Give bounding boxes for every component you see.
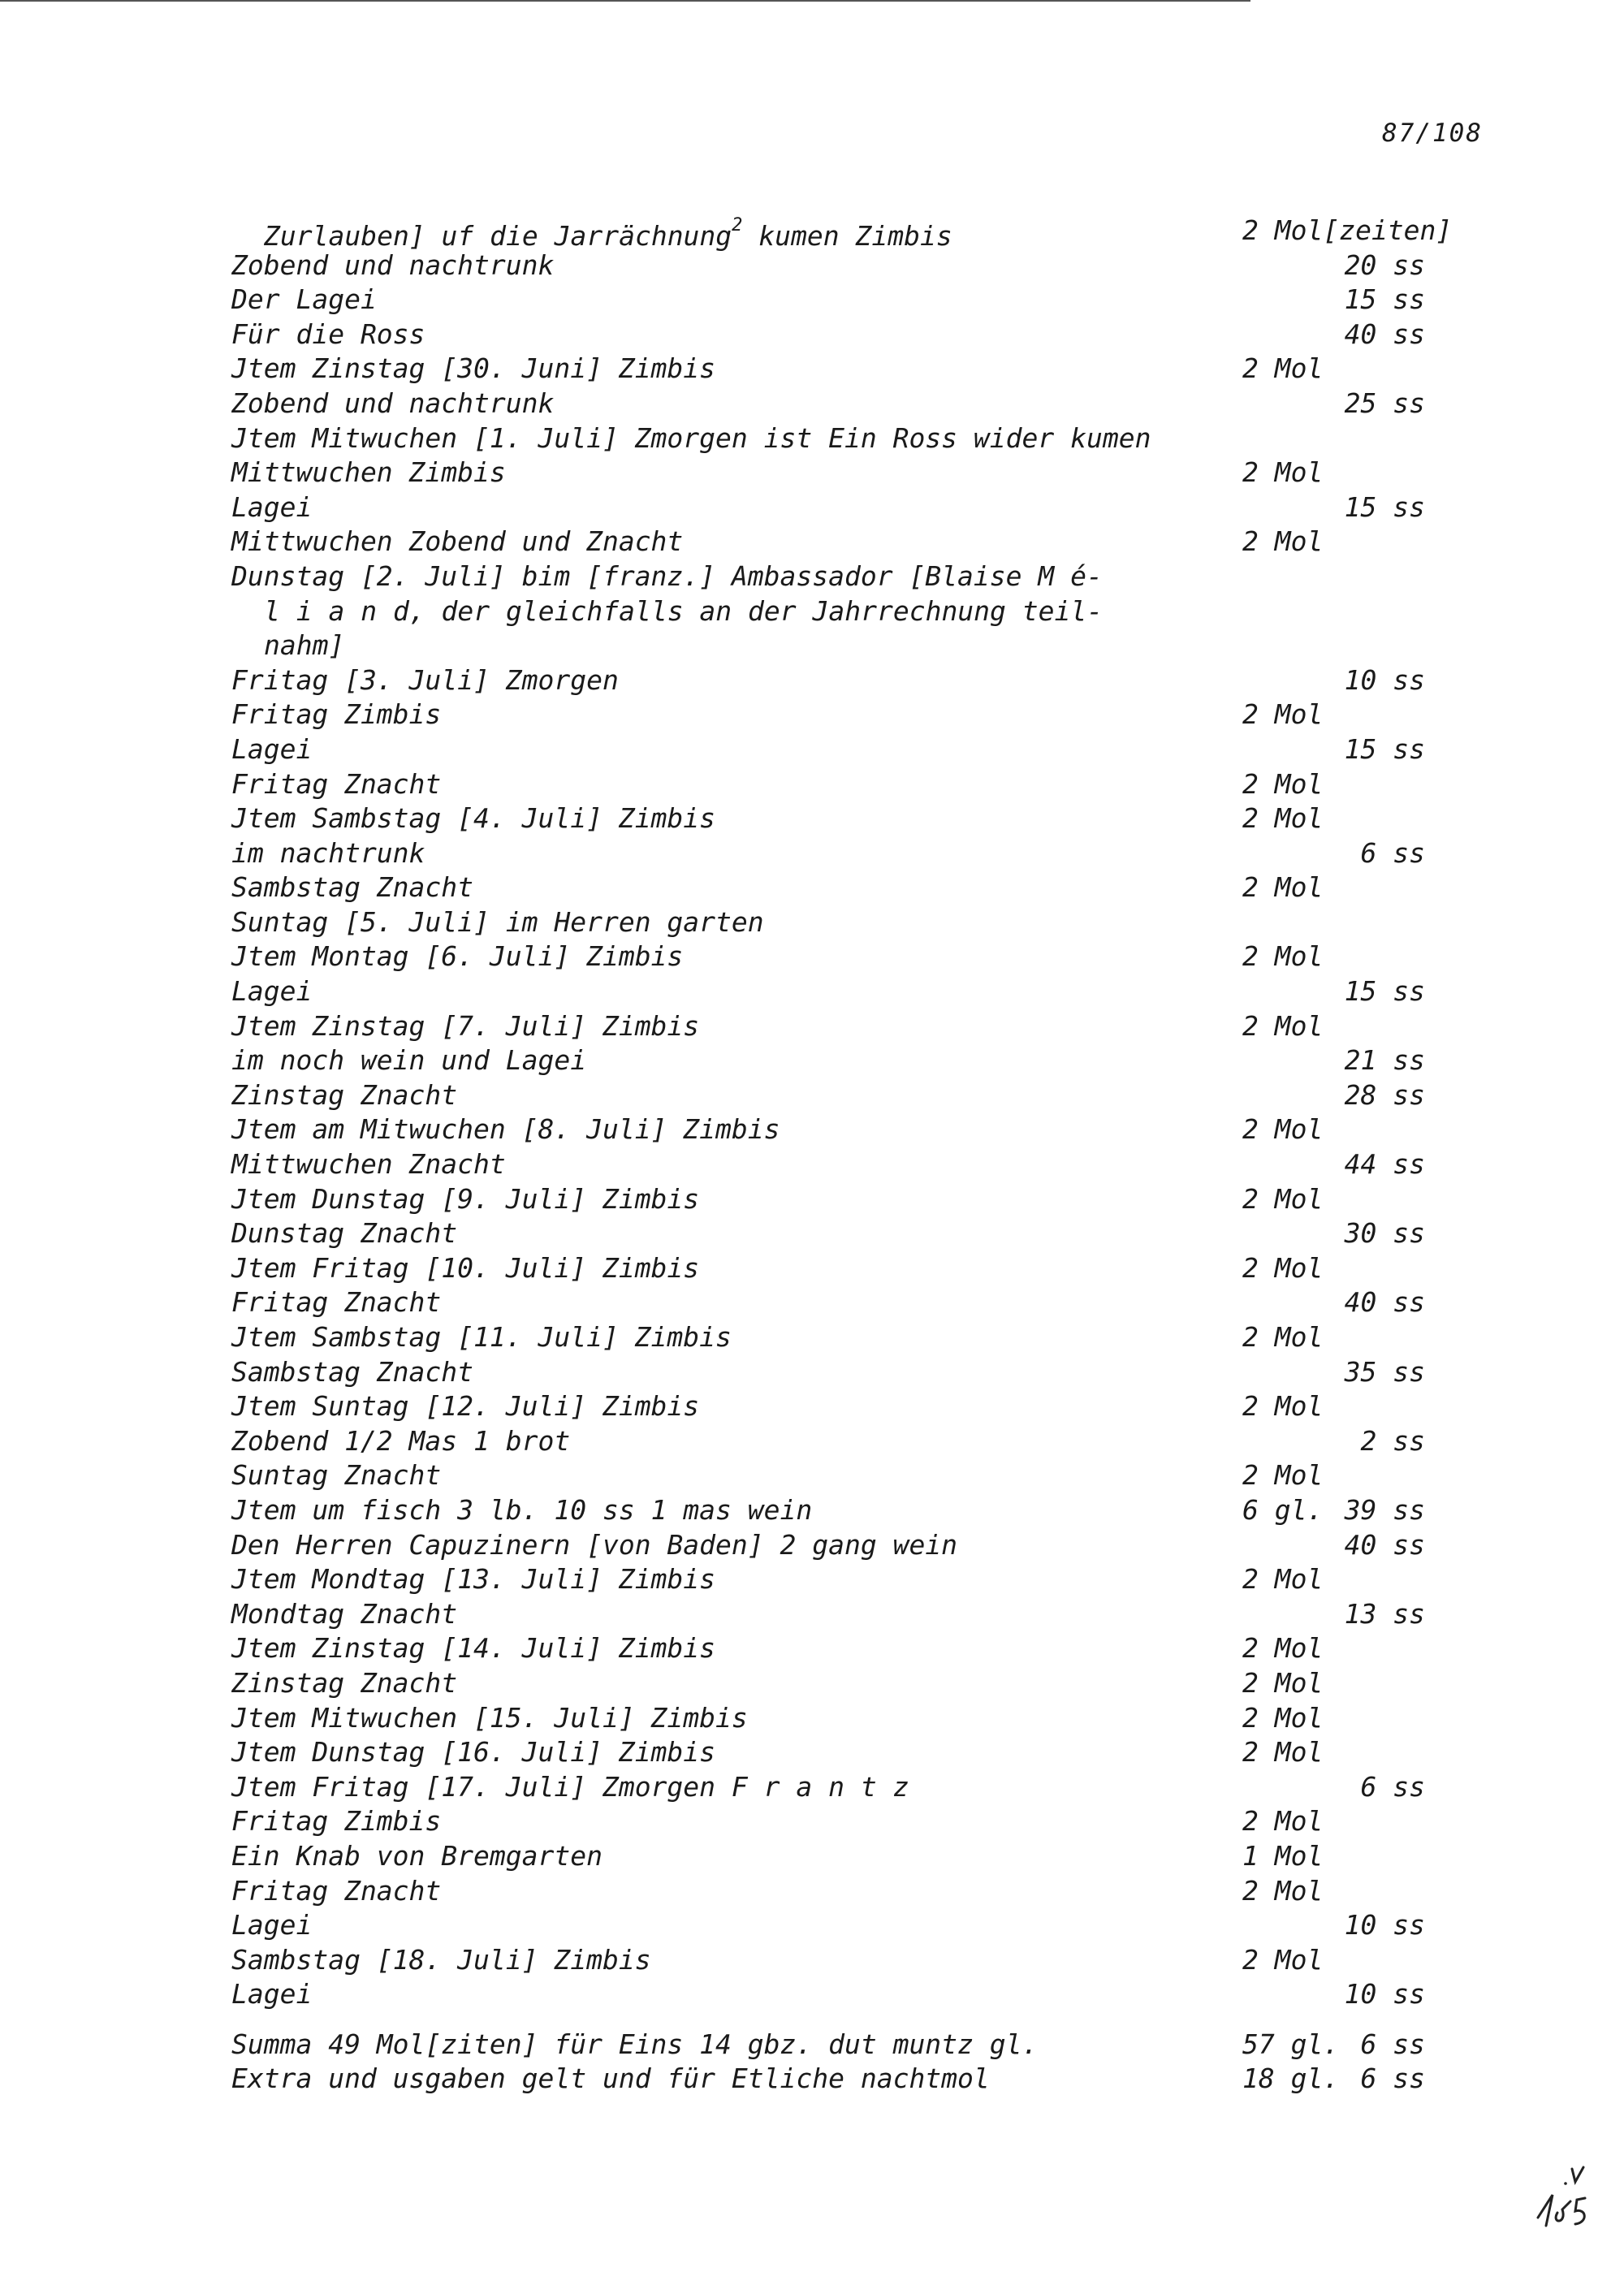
ledger-row	[231, 663, 1466, 698]
entry-description	[231, 1216, 457, 1251]
entry-text: Mittwuchen Zobend und Znacht	[231, 525, 684, 558]
entry-text: Jtem Mitwuchen [1. Juli] Zmorgen ist Ein Ross wider kumen	[231, 421, 1151, 454]
entry-text: Ein Knab von Bremgarten	[231, 1839, 603, 1872]
amount-shillings: 21 ss	[1344, 1044, 1425, 1077]
ledger-row	[231, 1804, 1466, 1839]
entry-text: Jtem Suntag [12. Juli] Zimbis	[231, 1390, 700, 1423]
ledger-row	[231, 1597, 1466, 1632]
meal-count: 2 Mol	[1242, 802, 1324, 835]
ledger-row	[231, 1355, 1466, 1390]
ledger-row	[231, 1908, 1466, 1943]
entry-text: Jtem Dunstag [9. Juli] Zimbis	[231, 1182, 700, 1215]
ledger-row	[231, 836, 1466, 871]
meal-count: 2 Mol	[1242, 767, 1324, 800]
entry-text: im noch wein und Lagei	[231, 1044, 587, 1077]
meal-count: 2 Mol	[1242, 1321, 1324, 1353]
entry-text: Fritag Zimbis	[231, 698, 442, 731]
amount-shillings: 6 ss	[1360, 2028, 1425, 2060]
entry-description	[231, 836, 425, 871]
entry-description	[231, 352, 715, 387]
entry-description	[231, 1701, 748, 1736]
entry-text: Sambstag [18. Juli] Zimbis	[231, 1943, 651, 1976]
entry-text: Mittwuchen Znacht	[231, 1148, 506, 1181]
entry-text: Fritag Znacht	[231, 767, 442, 800]
meal-count: 2 Mol	[1242, 1113, 1324, 1146]
entry-text: Summa 49 Mol[ziten] für Eins 14 gbz. dut muntz gl.	[231, 2028, 1039, 2060]
entry-description	[231, 1009, 699, 1044]
ledger-row	[231, 559, 1466, 594]
entry-description	[231, 1977, 312, 2012]
entry-description	[231, 1112, 780, 1147]
ledger-row	[231, 1182, 1466, 1217]
amount-shillings: 39 ss	[1344, 1493, 1425, 1526]
scan-top-border	[0, 0, 1250, 2]
ledger-row	[231, 1977, 1466, 2012]
ledger-row	[231, 905, 1466, 940]
entry-description	[231, 1666, 457, 1701]
entry-description	[231, 248, 554, 283]
meal-count: 2 Mol	[1242, 1805, 1324, 1838]
entry-text: Zobend und nachtrunk	[231, 387, 555, 419]
ledger-row	[231, 1424, 1466, 1459]
entry-description	[231, 283, 377, 317]
entry-description	[264, 628, 344, 663]
entry-text: Jtem Sambstag [11. Juli] Zimbis	[231, 1321, 732, 1353]
entry-description	[231, 1804, 441, 1839]
ledger-row	[231, 214, 1466, 252]
meal-count: 57 gl.	[1242, 2028, 1340, 2060]
amount-shillings: 15 ss	[1344, 490, 1425, 523]
entry-text: im nachtrunk	[231, 836, 425, 869]
ledger-row	[231, 1285, 1466, 1320]
meal-count: 2 Mol	[1242, 1701, 1324, 1734]
entry-description	[231, 1735, 715, 1770]
ledger-row	[231, 1701, 1466, 1736]
meal-count: 2 Mol	[1242, 940, 1324, 973]
ledger	[231, 214, 1466, 2097]
entry-text: Jtem Fritag [17. Juli] Zmorgen F r a n t z	[231, 1770, 909, 1803]
entry-description	[231, 1458, 441, 1493]
meal-count: 2 Mol	[1242, 1459, 1324, 1492]
amount-shillings: 35 ss	[1344, 1355, 1425, 1388]
ledger-row	[231, 490, 1466, 525]
entry-text: Fritag Zimbis	[231, 1805, 442, 1838]
meal-count: 2 Mol	[1242, 1251, 1324, 1284]
amount-shillings: 6 ss	[1360, 1770, 1425, 1803]
entry-text: Zurlauben] uf die Jarrächnung	[264, 220, 732, 252]
entry-text: Lagei	[231, 1909, 313, 1942]
ledger-row	[231, 1112, 1466, 1147]
ledger-row	[231, 1493, 1466, 1528]
entry-description	[231, 559, 1103, 594]
entry-description	[231, 1078, 457, 1113]
ledger-row	[231, 1770, 1466, 1805]
ledger-row	[231, 1631, 1466, 1666]
entry-text: Für die Ross	[231, 317, 425, 350]
ledger-row	[231, 1839, 1466, 1874]
entry-text: Fritag Znacht	[231, 1874, 442, 1907]
ledger-row	[231, 1389, 1466, 1424]
entry-description	[231, 490, 312, 525]
entry-text: Suntag Znacht	[231, 1459, 442, 1492]
amount-shillings: 15 ss	[1344, 283, 1425, 316]
amount-shillings: 6 ss	[1360, 2063, 1425, 2095]
ledger-row	[231, 421, 1466, 456]
entry-text: Sambstag Znacht	[231, 1355, 474, 1388]
meal-count: 2 Mol	[1242, 1182, 1324, 1215]
ledger-row	[231, 352, 1466, 387]
entry-description	[231, 1839, 603, 1874]
entry-description	[231, 1251, 699, 1286]
entry-description	[231, 732, 312, 767]
entry-description	[231, 1874, 441, 1909]
meal-count: 6 gl.	[1242, 1493, 1324, 1526]
meal-count: 2 Mol	[1242, 1943, 1324, 1976]
entry-text: Lagei	[231, 1978, 313, 2011]
ledger-row	[231, 1562, 1466, 1597]
entry-description	[231, 801, 715, 836]
entry-description	[231, 905, 764, 940]
meal-count: 1 Mol	[1242, 1839, 1324, 1872]
ledger-row	[231, 1666, 1466, 1701]
ledger-row	[231, 732, 1466, 767]
ledger-row	[231, 1043, 1466, 1078]
meal-count: 2 Mol	[1242, 1736, 1324, 1769]
ledger-row	[231, 387, 1466, 421]
meal-count: 2 Mol	[1242, 871, 1324, 904]
amount-shillings: 40 ss	[1344, 1528, 1425, 1561]
ledger-row	[231, 594, 1466, 629]
ledger-row	[231, 1216, 1466, 1251]
meal-count: 2 Mol	[1242, 525, 1324, 558]
entry-text: Jtem Zinstag [7. Juli] Zimbis	[231, 1009, 700, 1042]
entry-text: Dunstag Znacht	[231, 1217, 458, 1250]
entry-description	[231, 767, 441, 802]
entry-text: Suntag [5. Juli] im Herren garten	[231, 905, 764, 938]
ledger-row	[231, 870, 1466, 905]
amount-shillings: 25 ss	[1344, 387, 1425, 419]
page-number: 87/108	[1382, 119, 1483, 148]
amount-shillings: 28 ss	[1344, 1078, 1425, 1111]
meal-count: 2 Mol	[1242, 352, 1324, 385]
entry-description	[231, 1528, 957, 1563]
entry-text: Jtem Sambstag [4. Juli] Zimbis	[231, 802, 716, 835]
entry-description	[231, 1043, 586, 1078]
ledger-row	[231, 801, 1466, 836]
ledger-row	[231, 767, 1466, 802]
amount-shillings: 13 ss	[1344, 1597, 1425, 1630]
entry-description	[231, 1597, 457, 1632]
entry-text: Fritag [3. Juli] Zmorgen	[231, 663, 619, 696]
entry-text: Fritag Znacht	[231, 1286, 442, 1319]
amount-shillings: 10 ss	[1344, 1978, 1425, 2011]
meal-count: 2 Mol	[1242, 1632, 1324, 1665]
amount-shillings: 15 ss	[1344, 732, 1425, 765]
meal-count: 2 Mol	[1242, 698, 1324, 731]
entry-description	[231, 317, 425, 352]
ledger-row	[231, 317, 1466, 352]
ledger-row	[231, 283, 1466, 317]
entry-text: Zobend 1/2 Mas 1 brot	[231, 1424, 571, 1457]
meal-count: 2 Mol[zeiten]	[1242, 214, 1453, 246]
amount-shillings: 20 ss	[1344, 248, 1425, 281]
ledger-row	[231, 1320, 1466, 1355]
entry-text: Lagei	[231, 490, 313, 523]
entry-description	[231, 1631, 715, 1666]
entry-text: Lagei	[231, 975, 313, 1008]
ledger-row	[231, 2062, 1466, 2097]
entry-text: Jtem Montag [6. Juli] Zimbis	[231, 940, 684, 973]
entry-text: Den Herren Capuzinern [von Baden] 2 gang wein	[231, 1528, 958, 1561]
ledger-row	[231, 2028, 1466, 2063]
entry-text: Mittwuchen Zimbis	[231, 456, 506, 489]
handwritten-folio-mark	[1535, 2164, 1600, 2229]
meal-count: 2 Mol	[1242, 1666, 1324, 1699]
entry-description	[231, 1562, 715, 1597]
entry-text: Jtem um fisch 3 lb. 10 ss 1 mas wein	[231, 1493, 813, 1526]
ledger-row	[231, 698, 1466, 732]
entry-text: Dunstag [2. Juli] bim [franz.] Ambassador [Blaise M é-	[231, 559, 1103, 592]
entry-text: Jtem Mondtag [13. Juli] Zimbis	[231, 1563, 716, 1596]
ledger-row	[231, 974, 1466, 1009]
ledger-row	[231, 1874, 1466, 1909]
entry-description	[231, 663, 619, 698]
entry-text-continued: kumen Zimbis	[742, 220, 952, 252]
entry-text: nahm]	[264, 629, 345, 662]
entry-text: Der Lagei	[231, 283, 377, 316]
entry-description	[231, 1147, 506, 1182]
entry-text: Mondtag Znacht	[231, 1597, 458, 1630]
entry-description	[231, 2028, 1038, 2063]
entry-description	[231, 387, 554, 421]
amount-shillings: 15 ss	[1344, 975, 1425, 1008]
entry-description	[231, 2062, 990, 2097]
ledger-row	[231, 1943, 1466, 1978]
entry-description	[231, 1493, 812, 1528]
entry-description	[231, 1424, 570, 1459]
ledger-row	[231, 628, 1466, 663]
entry-description	[231, 1770, 909, 1805]
amount-shillings: 6 ss	[1360, 836, 1425, 869]
meal-count: 2 Mol	[1242, 1874, 1324, 1907]
entry-description	[264, 594, 1103, 629]
amount-shillings: 2 ss	[1360, 1424, 1425, 1457]
meal-count: 2 Mol	[1242, 1563, 1324, 1596]
ledger-row	[231, 1009, 1466, 1044]
ledger-row	[231, 1078, 1466, 1113]
ledger-row	[231, 525, 1466, 559]
entry-text: Jtem Mitwuchen [15. Juli] Zimbis	[231, 1701, 748, 1734]
entry-text: Jtem Fritag [10. Juli] Zimbis	[231, 1251, 700, 1284]
entry-description	[231, 1320, 732, 1355]
ledger-row	[231, 939, 1466, 974]
meal-count: 18 gl.	[1242, 2063, 1340, 2095]
entry-description	[231, 1908, 312, 1943]
entry-description	[231, 1285, 441, 1320]
ledger-row	[231, 456, 1466, 490]
amount-shillings: 30 ss	[1344, 1217, 1425, 1250]
entry-text: Jtem Dunstag [16. Juli] Zimbis	[231, 1736, 716, 1769]
entry-description	[231, 698, 441, 732]
meal-count: 2 Mol	[1242, 1009, 1324, 1042]
entry-text: Zobend und nachtrunk	[231, 248, 555, 281]
entry-text: Jtem Zinstag [14. Juli] Zimbis	[231, 1632, 716, 1665]
entry-description	[231, 870, 473, 905]
entry-description	[231, 1182, 699, 1217]
entry-text: Lagei	[231, 732, 313, 765]
entry-description	[231, 1389, 699, 1424]
amount-shillings: 10 ss	[1344, 663, 1425, 696]
amount-shillings: 44 ss	[1344, 1148, 1425, 1181]
amount-shillings: 40 ss	[1344, 317, 1425, 350]
ledger-row	[231, 248, 1466, 283]
entry-description	[231, 974, 312, 1009]
entry-text: Jtem Zinstag [30. Juni] Zimbis	[231, 352, 716, 385]
entry-description	[231, 421, 1151, 456]
entry-description	[231, 525, 683, 559]
meal-count: 2 Mol	[1242, 1390, 1324, 1423]
entry-text: l i a n d, der gleichfalls an der Jahrrechnung teil-	[264, 594, 1104, 627]
entry-description	[231, 1943, 651, 1978]
ledger-row	[231, 1147, 1466, 1182]
entry-description	[231, 456, 506, 490]
amount-shillings: 10 ss	[1344, 1909, 1425, 1942]
entry-text: Jtem am Mitwuchen [8. Juli] Zimbis	[231, 1113, 780, 1146]
entry-description	[231, 939, 683, 974]
meal-count: 2 Mol	[1242, 456, 1324, 489]
ledger-row	[231, 1458, 1466, 1493]
entry-text: Extra und usgaben gelt und für Etliche nachtmol	[231, 2063, 990, 2095]
footnote-marker: 2	[732, 215, 743, 235]
entry-text: Sambstag Znacht	[231, 871, 474, 904]
ledger-row	[231, 1735, 1466, 1770]
amount-shillings: 40 ss	[1344, 1286, 1425, 1319]
entry-description	[231, 1355, 473, 1390]
ledger-row	[231, 1528, 1466, 1563]
entry-text: Zinstag Znacht	[231, 1078, 458, 1111]
ledger-row	[231, 1251, 1466, 1286]
entry-text: Zinstag Znacht	[231, 1666, 458, 1699]
